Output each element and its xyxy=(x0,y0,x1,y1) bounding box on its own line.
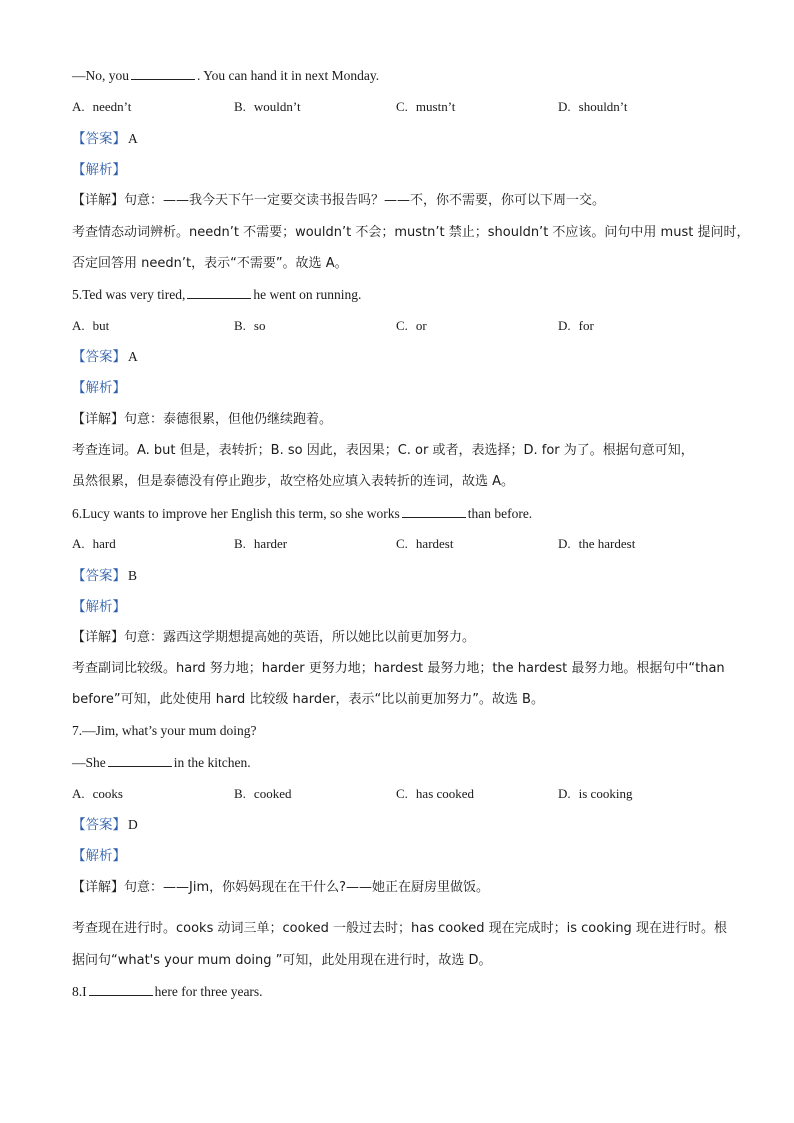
q7-explanation-2: 据问句“what's your mum doing ”可知，此处用现在进行时，故选 D。 xyxy=(72,953,492,968)
q4-explanation-2: 否定回答用 needn’t，表示“不需要”。故选 A。 xyxy=(72,256,348,271)
q6-options xyxy=(72,536,752,554)
q6-question: 6.Lucy wants to improve her English this term, so she works than before. xyxy=(72,506,533,521)
q5-explanation-1: 考查连词。A. but 但是，表转折；B. so 因此，表因果；C. or 或者，表选择；D. for 为了。根据句意可知， xyxy=(72,443,694,458)
q6-option-c: C. hardest xyxy=(396,536,454,551)
q6-option-d: D. the hardest xyxy=(558,536,636,551)
q4-option-d: D. shouldn’t xyxy=(558,99,628,114)
q7-options xyxy=(72,786,752,804)
q5-option-a: A. but xyxy=(72,318,110,333)
q4-analysis-heading: 【解析】 xyxy=(72,162,126,178)
q6-detail: 【详解】句意：露西这学期想提高她的英语，所以她比以前更加努力。 xyxy=(72,630,476,645)
q6-explanation-2: before”可知，此处使用 hard 比较级 harder，表示“比以前更加努力”。故选 B。 xyxy=(72,692,544,707)
answer-blank xyxy=(89,983,153,996)
q5-option-d: D. for xyxy=(558,318,594,333)
q7-option-d: D. is cooking xyxy=(558,786,633,801)
q4-response-line: —No, you . You can hand it in next Monday. xyxy=(72,68,380,83)
q5-analysis-heading: 【解析】 xyxy=(72,380,126,396)
q4-option-b: B. wouldn’t xyxy=(234,99,301,114)
q7-option-a: A. cooks xyxy=(72,786,123,801)
q4-explanation-1: 考查情态动词辨析。needn’t 不需要；wouldn’t 不会；mustn’t 禁止；shouldn’t 不应该。问句中用 must 提问时， xyxy=(72,225,750,240)
q4-option-a: A. needn’t xyxy=(72,99,132,114)
q5-options xyxy=(72,318,752,336)
answer-blank xyxy=(187,286,251,299)
q5-explanation-2: 虽然很累，但是泰德没有停止跑步，故空格处应填入表转折的连词，故选 A。 xyxy=(72,474,515,489)
q4-detail: 【详解】句意：——我今天下午一定要交读书报告吗？——不，你不需要，你可以下周一交。 xyxy=(72,193,606,208)
q4-option-c: C. mustn’t xyxy=(396,99,456,114)
q7-question: 7.—Jim, what’s your mum doing? xyxy=(72,723,257,738)
answer-blank xyxy=(402,505,466,518)
answer-blank xyxy=(131,67,195,80)
q7-detail: 【详解】句意：——Jim，你妈妈现在在干什么?——她正在厨房里做饭。 xyxy=(72,880,490,895)
answer-blank xyxy=(108,754,172,767)
q7-option-c: C. has cooked xyxy=(396,786,475,801)
q5-detail: 【详解】句意：泰德很累，但他仍继续跑着。 xyxy=(72,412,333,427)
q6-answer: 【答案】 B xyxy=(72,568,138,584)
q6-explanation-1: 考查副词比较级。hard 努力地；harder 更努力地；hardest 最努力地；the hardest 最努力地。根据句中“than xyxy=(72,661,725,676)
q5-option-c: C. or xyxy=(396,318,427,333)
q7-option-b: B. cooked xyxy=(234,786,292,801)
q4-answer: 【答案】 A xyxy=(72,131,138,147)
q4-options xyxy=(72,99,752,117)
q7-analysis-heading: 【解析】 xyxy=(72,848,126,864)
q7-explanation-1: 考查现在进行时。cooks 动词三单；cooked 一般过去时；has cooked 现在完成时；is cooking 现在进行时。根 xyxy=(72,921,727,936)
q6-analysis-heading: 【解析】 xyxy=(72,599,126,615)
q7-response-line: —She in the kitchen. xyxy=(72,755,251,770)
q5-question: 5.Ted was very tired, he went on running. xyxy=(72,287,362,302)
q5-answer: 【答案】 A xyxy=(72,349,138,365)
q8-question: 8.I here for three years. xyxy=(72,984,263,999)
q6-option-b: B. harder xyxy=(234,536,288,551)
q7-answer: 【答案】 D xyxy=(72,817,138,833)
q5-option-b: B. so xyxy=(234,318,266,333)
q6-option-a: A. hard xyxy=(72,536,116,551)
